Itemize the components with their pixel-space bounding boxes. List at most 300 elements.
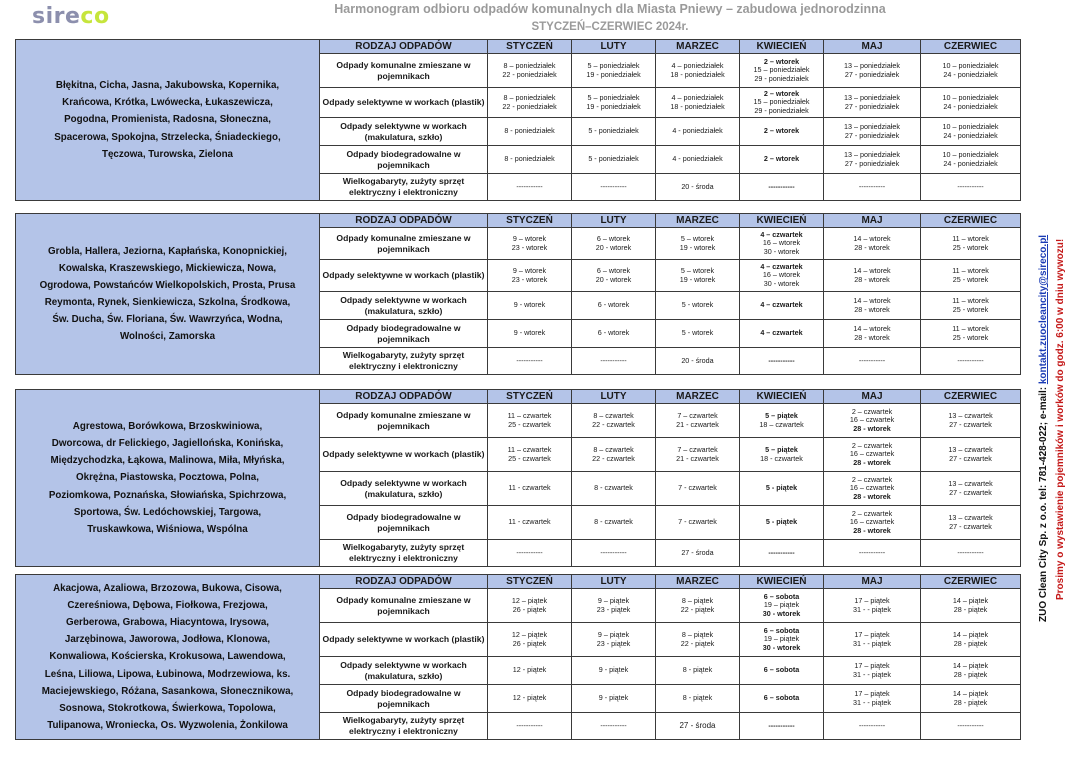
schedule-date: 31 - - piątek [853,669,891,679]
street-list [16,214,320,375]
schedule-cell [921,260,1021,292]
schedule-date: ----------- [768,720,795,730]
column-header: KWIECIEŃ [740,390,824,404]
schedule-date: 22 - piątek [680,604,715,614]
schedule-date: 30 - wtorek [763,246,800,256]
column-header: RODZAJ ODPADÓW [320,214,488,228]
schedule-date: 17 – piątek [854,688,890,698]
column-header: STYCZEŃ [488,390,572,404]
schedule-date: 31 - - piątek [853,638,891,648]
waste-type-label: Odpady biodegradowalne w pojemnikach [320,146,488,174]
schedule-cell [488,146,572,174]
schedule-cell [921,685,1021,713]
schedule-cell [921,404,1021,438]
schedule-date: 25 - wtorek [952,304,989,314]
schedule-date: 11 – wtorek [952,295,989,305]
schedule-date: 14 – wtorek [853,265,891,275]
schedule-date: 14 – wtorek [853,295,891,305]
schedule-date: 5 – piątek [765,444,798,454]
schedule-date: 13 – poniedziałek [844,121,900,131]
schedule-date: 30 - wtorek [763,278,800,288]
schedule-date: 10 – poniedziałek [942,60,999,70]
schedule-date: 6 – sobota [763,693,800,703]
schedule-date: 20 - wtorek [595,242,632,252]
schedule-date: 6 – sobota [763,625,800,635]
schedule-date: 4 - poniedziałek [672,126,723,136]
schedule-cell [824,713,921,740]
schedule-cell [488,657,572,685]
schedule-cell [921,348,1021,375]
schedule-cell [656,438,740,472]
waste-type-label: Odpady biodegradowalne w pojemnikach [320,685,488,713]
schedule-date: 9 – piątek [597,629,630,639]
schedule-date: 19 – piątek [763,634,800,644]
schedule-date: 5 - piątek [765,483,798,493]
waste-type-label: Odpady selektywne w workach (plastik) [320,623,488,657]
street-line: Truskawkowa, Wiśniowa, Wspólna [87,523,248,535]
schedule-cell [740,404,824,438]
column-header: KWIECIEŃ [740,214,824,228]
schedule-date: 7 - czwartek [678,483,717,493]
street-line: Pogodna, Promienista, Radosna, Słoneczna, [64,114,271,126]
schedule-cell [824,320,921,348]
schedule-cell [824,348,921,375]
street-line: Sosnowa, Stokrotkowa, Świerkowa, Topolowa, [59,702,276,714]
schedule-date: 6 - wtorek [597,300,630,310]
schedule-cell [656,657,740,685]
schedule-date: 16 – czwartek [849,449,895,459]
waste-type-label: Odpady komunalne zmieszane w pojemnikach [320,404,488,438]
schedule-cell [656,623,740,657]
waste-type-label: Wielkogabaryty, zużyty sprzęt elektryczny i elektroniczny [320,174,488,201]
schedule-cell [921,228,1021,260]
column-header: LUTY [572,575,656,589]
schedule-date: 26 - piątek [512,604,547,614]
waste-type-label: Odpady komunalne zmieszane w pojemnikach [320,54,488,88]
schedule-date: 26 - piątek [512,638,547,648]
schedule-date: 6 – wtorek [596,265,631,275]
schedule-date: 14 – wtorek [853,323,891,333]
schedule-date: 24 - poniedziałek [943,69,998,79]
schedule-cell [488,623,572,657]
column-header: MAJ [824,390,921,404]
schedule-date: 11 – wtorek [952,323,989,333]
schedule-date: 5 - poniedziałek [588,126,639,136]
schedule-cell [572,623,656,657]
schedule-cell [656,713,740,740]
schedule-cell [921,713,1021,740]
column-header: LUTY [572,390,656,404]
schedule-date: 25 - wtorek [952,242,989,252]
schedule-cell [921,88,1021,118]
schedule-cell [824,54,921,88]
schedule-date: 7 - czwartek [678,517,717,527]
column-header: RODZAJ ODPADÓW [320,390,488,404]
schedule-date: 11 - czwartek [508,517,551,527]
column-header: LUTY [572,40,656,54]
street-line: Jarzębinowa, Jaworowa, Jodłowa, Klonowa, [64,634,271,646]
schedule-date: 16 – wtorek [762,238,801,248]
street-line: Akacjowa, Azaliowa, Brzozowa, Bukowa, Cisowa, [53,582,282,594]
schedule-date: 2 – czwartek [851,474,893,484]
schedule-date: 19 - poniedziałek [586,69,641,79]
schedule-date: 5 - wtorek [681,300,714,310]
schedule-cell [824,228,921,260]
schedule-cell [740,713,824,740]
schedule-date: 8 - poniedziałek [504,154,555,164]
schedule-cell [656,260,740,292]
schedule-date: ----------- [858,720,886,730]
column-header: STYCZEŃ [488,40,572,54]
schedule-date: 8 – piątek [681,595,714,605]
schedule-date: 13 – czwartek [948,478,993,488]
schedule-date: 5 - poniedziałek [588,154,639,164]
schedule-cell [488,438,572,472]
schedule-date: 14 – piątek [952,688,989,698]
schedule-date: 8 – poniedziałek [503,92,556,102]
schedule-cell [572,589,656,623]
street-line: Międzychodzka, Łąkowa, Malinowa, Miła, Młyńska, [50,455,285,467]
schedule-date: ----------- [858,181,886,191]
schedule-date: 6 – wtorek [596,233,631,243]
street-line: Konwaliowa, Kościerska, Krokusowa, Lawendowa, [49,651,286,663]
schedule-date: 4 – czwartek [760,300,803,310]
schedule-cell [488,348,572,375]
schedule-block [15,389,1021,567]
schedule-cell [572,146,656,174]
schedule-date: 24 - poniedziałek [943,101,998,111]
column-header: RODZAJ ODPADÓW [320,40,488,54]
schedule-cell [656,589,740,623]
schedule-date: 28 - wtorek [853,525,891,535]
schedule-date: 21 - czwartek [676,453,719,463]
schedule-date: 4 – czwartek [760,229,803,239]
schedule-date: ----------- [516,547,543,557]
schedule-date: 19 - wtorek [679,242,716,252]
schedule-date: 8 - czwartek [594,483,633,493]
schedule-date: ----------- [957,181,984,191]
schedule-date: ----------- [858,355,886,365]
schedule-cell [572,506,656,540]
schedule-date: 9 - wtorek [513,300,546,310]
schedule-cell [921,438,1021,472]
schedule-cell [921,506,1021,540]
schedule-date: 4 – czwartek [760,328,803,338]
schedule-cell [740,320,824,348]
street-line: Gerberowa, Grabowa, Hiacyntowa, Irysowa, [65,617,270,629]
schedule-date: 23 - piątek [596,638,631,648]
schedule-date: ----------- [957,355,984,365]
schedule-cell [921,472,1021,506]
street-line: Kowalska, Kraszewskiego, Mickiewicza, Nowa, [58,262,277,274]
schedule-date: 25 - wtorek [952,274,989,284]
schedule-date: 13 – czwartek [948,410,993,420]
schedule-cell [740,54,824,88]
waste-type-label: Odpady selektywne w workach (plastik) [320,260,488,292]
schedule-date: 2 – wtorek [763,154,800,164]
schedule-date: 27 - poniedziałek [844,69,900,79]
waste-type-label: Odpady biodegradowalne w pojemnikach [320,506,488,540]
schedule-date: 11 – wtorek [952,233,989,243]
schedule-date: 12 - piątek [512,693,547,703]
schedule-date: ----------- [516,720,543,730]
schedule-cell [921,174,1021,201]
street-line: Krańcowa, Krótka, Lwówecka, Łukaszewicza, [62,97,273,109]
schedule-date: 28 - wtorek [853,491,891,501]
schedule-date: 11 – wtorek [952,265,989,275]
street-line: Leśna, Liliowa, Lipowa, Łubinowa, Modrzewiowa, ks. [44,668,291,680]
schedule-cell [488,118,572,146]
schedule-cell [488,260,572,292]
street-line: Spacerowa, Spokojna, Strzelecka, Śniadeckiego, [54,131,281,143]
column-header: CZERWIEC [921,40,1021,54]
schedule-date: ----------- [768,547,795,557]
schedule-cell [488,589,572,623]
street-list [16,40,320,201]
schedule-block [15,39,1021,201]
column-header: MAJ [824,575,921,589]
schedule-cell [488,685,572,713]
schedule-date: 9 – wtorek [512,265,547,275]
schedule-cell [921,320,1021,348]
document-subtitle: STYCZEŃ–CZERWIEC 2024r. [531,21,689,33]
schedule-cell [921,146,1021,174]
schedule-date: 23 - wtorek [511,242,548,252]
schedule-cell [656,348,740,375]
schedule-date: 8 - czwartek [594,517,633,527]
schedule-date: 24 - poniedziałek [943,130,998,140]
schedule-date: 28 - wtorek [854,242,890,252]
sireco-logo: sireco [32,4,110,29]
waste-type-label: Odpady selektywne w workach (plastik) [320,438,488,472]
schedule-cell [488,228,572,260]
schedule-cell [572,404,656,438]
schedule-date: ----------- [600,720,627,730]
schedule-date: 27 - czwartek [949,521,992,531]
schedule-cell [572,118,656,146]
schedule-cell [921,657,1021,685]
schedule-date: 13 – poniedziałek [844,149,900,159]
schedule-cell [921,54,1021,88]
schedule-cell [824,657,921,685]
schedule-cell [824,404,921,438]
schedule-date: 13 – poniedziałek [844,60,900,70]
schedule-cell [572,228,656,260]
schedule-date: 10 – poniedziałek [942,92,999,102]
schedule-date: 6 – sobota [763,665,800,675]
schedule-date: 6 – sobota [763,591,800,601]
street-line: Tęczowa, Turowska, Zielona [101,148,234,160]
schedule-date: ----------- [516,181,543,191]
schedule-date: 8 – czwartek [593,444,634,454]
column-header: CZERWIEC [921,575,1021,589]
schedule-date: 10 – poniedziałek [942,121,999,131]
schedule-cell [572,438,656,472]
schedule-cell [921,623,1021,657]
schedule-cell [740,438,824,472]
schedule-date: 27 - poniedziałek [844,130,900,140]
schedule-date: 6 - wtorek [597,328,630,338]
schedule-cell [488,404,572,438]
schedule-cell [656,292,740,320]
schedule-date: 15 – poniedziałek [753,65,810,75]
schedule-date: 28 - wtorek [853,457,891,467]
schedule-date: ----------- [516,355,543,365]
schedule-date: 30 - wtorek [762,608,801,618]
schedule-cell [656,88,740,118]
schedule-date: 2 – czwartek [851,508,893,518]
street-line: Poziomkowa, Poznańska, Słowiańska, Spichrzowa, [48,489,287,501]
schedule-date: 29 - poniedziałek [754,105,809,115]
schedule-date: 2 – czwartek [851,406,893,416]
schedule-cell [824,292,921,320]
contact-email-link[interactable]: kontakt.zuocleancity@sireco.pl [1038,234,1049,385]
schedule-cell [656,540,740,567]
street-line: Reymonta, Rynek, Sienkiewicza, Szkolna, Środkowa, [44,297,291,308]
waste-type-label: Odpady komunalne zmieszane w pojemnikach [320,589,488,623]
schedule-date: 7 – czwartek [677,410,718,420]
schedule-cell [488,174,572,201]
schedule-date: 19 – piątek [763,600,800,610]
schedule-date: ----------- [957,720,984,730]
schedule-date: 19 - poniedziałek [586,101,641,111]
column-header: KWIECIEŃ [740,40,824,54]
schedule-cell [488,506,572,540]
schedule-date: 16 – czwartek [849,483,895,493]
schedule-date: 5 – piątek [765,410,798,420]
schedule-date: 9 – wtorek [512,233,547,243]
waste-type-label: Odpady selektywne w workach (plastik) [320,88,488,118]
schedule-date: 20 - środa [681,181,714,191]
schedule-date: 13 – czwartek [948,444,993,454]
schedule-cell [656,54,740,88]
column-header: CZERWIEC [921,214,1021,228]
schedule-date: 19 - wtorek [679,274,716,284]
schedule-date: 14 – piątek [952,595,989,605]
schedule-cell [572,88,656,118]
schedule-date: 8 - piątek [682,665,713,675]
schedule-date: 17 – piątek [854,660,890,670]
schedule-date: 20 - wtorek [595,274,632,284]
schedule-cell [824,589,921,623]
schedule-date: 15 – poniedziałek [753,97,810,107]
schedule-cell [488,320,572,348]
waste-type-label: Wielkogabaryty, zużyty sprzęt elektryczny i elektroniczny [320,540,488,567]
schedule-cell [740,685,824,713]
schedule-cell [572,260,656,292]
schedule-date: ----------- [768,181,795,191]
street-line: Czereśniowa, Dębowa, Fiołkowa, Frezjowa, [67,600,268,611]
schedule-date: 22 - poniedziałek [502,101,557,111]
schedule-cell [656,685,740,713]
schedule-date: 2 – wtorek [763,126,800,136]
schedule-cell [824,623,921,657]
schedule-cell [656,320,740,348]
schedule-date: 13 – czwartek [948,512,993,522]
schedule-date: ----------- [600,355,627,365]
street-line: Agrestowa, Borówkowa, Brzoskwiniowa, [72,421,263,432]
schedule-date: 29 - poniedziałek [754,73,809,83]
schedule-date: 9 - wtorek [513,328,546,338]
schedule-date: 14 – piątek [952,629,989,639]
schedule-cell [656,472,740,506]
schedule-cell [656,404,740,438]
schedule-date: 27 - czwartek [949,453,992,463]
schedule-date: 27 - środa [679,721,716,731]
schedule-date: 12 - piątek [512,665,547,675]
schedule-date: 27 - poniedziałek [844,101,900,111]
schedule-date: 31 - - piątek [853,697,891,707]
schedule-date: ----------- [957,547,984,557]
street-line: Sportowa, Św. Ledóchowskiej, Targowa, [73,506,262,518]
schedule-cell [824,685,921,713]
column-header: CZERWIEC [921,390,1021,404]
schedule-date: ----------- [768,355,795,365]
schedule-date: 4 - poniedziałek [672,154,723,164]
street-line: Ogrodowa, Powstańców Wielkopolskich, Prosta, Prusa [39,279,296,291]
schedule-cell [656,506,740,540]
schedule-date: 18 - czwartek [760,453,803,463]
schedule-cell [740,174,824,201]
schedule-cell [488,713,572,740]
column-header: LUTY [572,214,656,228]
schedule-date: 18 - poniedziałek [670,69,725,79]
schedule-date: 16 – czwartek [849,517,895,527]
schedule-date: 8 – piątek [681,629,714,639]
schedule-date: 23 - wtorek [511,274,548,284]
schedule-date: 27 - czwartek [949,487,992,497]
schedule-cell [824,438,921,472]
schedule-date: 27 - środa [681,547,714,557]
column-header: MAJ [824,214,921,228]
waste-type-label: Odpady selektywne w workach (makulatura, szkło) [320,292,488,320]
schedule-date: 28 - piątek [953,638,988,648]
schedule-date: 5 – poniedziałek [587,60,640,70]
schedule-cell [740,260,824,292]
schedule-cell [572,174,656,201]
schedule-date: 28 - wtorek [853,423,891,433]
column-header: MARZEC [656,575,740,589]
schedule-date: 28 - wtorek [854,304,890,314]
street-line: Błękitna, Cicha, Jasna, Jakubowska, Kopernika, [55,80,280,92]
schedule-cell [572,320,656,348]
schedule-cell [921,589,1021,623]
schedule-cell [921,540,1021,567]
schedule-date: 11 – czwartek [507,444,552,454]
schedule-date: 5 – wtorek [680,265,715,275]
schedule-date: 28 - piątek [953,604,988,614]
schedule-cell [740,146,824,174]
schedule-date: 31 - - piątek [853,604,891,614]
schedule-date: 11 – czwartek [507,410,552,420]
schedule-date: 20 - środa [681,355,714,365]
schedule-date: 14 – wtorek [853,233,891,243]
schedule-cell [740,623,824,657]
schedule-cell [740,506,824,540]
schedule-cell [824,540,921,567]
schedule-cell [572,657,656,685]
waste-type-label: Odpady selektywne w workach (makulatura, szkło) [320,118,488,146]
schedule-cell [824,146,921,174]
schedule-date: 21 - czwartek [676,419,719,429]
column-header: STYCZEŃ [488,575,572,589]
schedule-cell [921,118,1021,146]
schedule-cell [488,88,572,118]
schedule-date: 22 - czwartek [592,453,635,463]
schedule-cell [740,348,824,375]
schedule-cell [824,472,921,506]
waste-type-label: Wielkogabaryty, zużyty sprzęt elektryczny i elektroniczny [320,713,488,740]
